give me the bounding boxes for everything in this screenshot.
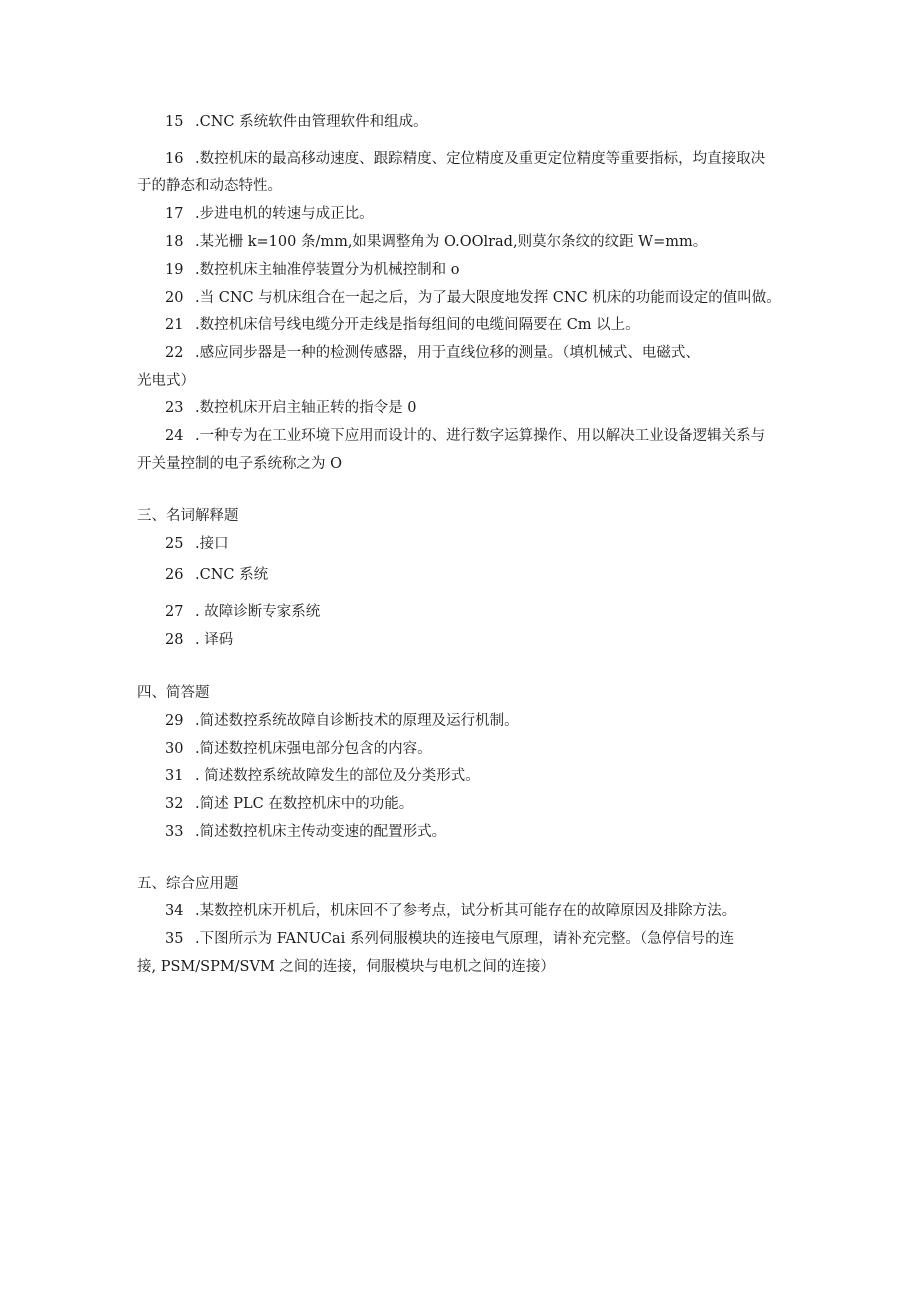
question-text: .数控机床的最高移动速度、跟踪精度、定位精度及重更定位精度等重要指标，均直接取决: [195, 151, 766, 167]
question-22: [165, 343, 700, 363]
section-title-short-answer: 四、简答题: [137, 685, 210, 701]
question-number: 34: [165, 903, 184, 919]
question-31: [165, 766, 480, 786]
question-24: [165, 426, 765, 446]
question-text: . 译码: [195, 632, 234, 648]
question-text: . 故障诊断专家系统: [195, 604, 321, 620]
question-text: .数控机床主轴准停装置分为机械控制和 o: [195, 262, 460, 278]
question-text: .简述 PLC 在数控机床中的功能。: [195, 796, 414, 812]
question-number: 18: [165, 234, 184, 250]
question-16-continuation: 于的静态和动态特性。: [137, 178, 282, 194]
question-number: 35: [165, 931, 184, 947]
question-16: [165, 149, 765, 169]
question-number: 33: [165, 824, 184, 840]
question-number: 19: [165, 262, 184, 278]
question-text: .某数控机床开机后，机床回不了参考点，试分析其可能存在的故障原因及排除方法。: [195, 903, 737, 919]
question-32: [165, 794, 413, 814]
question-21: [165, 315, 640, 335]
question-text: . 简述数控系统故障发生的部位及分类形式。: [195, 768, 480, 784]
question-28: [165, 630, 233, 650]
question-number: 16: [165, 151, 184, 167]
question-text: .数控机床开启主轴正转的指令是 0: [195, 400, 417, 416]
question-text: .当 CNC 与机床组合在一起之后，为了最大限度地发挥 CNC 机床的功能而设定的值叫做。: [195, 290, 781, 306]
question-number: 30: [165, 741, 184, 757]
question-29: [165, 711, 519, 731]
question-number: 29: [165, 713, 184, 729]
question-text: .一种专为在工业环境下应用而设计的、进行数字运算操作、用以解决工业设备逻辑关系与: [195, 428, 766, 444]
question-number: 32: [165, 796, 184, 812]
question-text: .简述数控机床强电部分包含的内容。: [195, 741, 432, 757]
question-text: .简述数控系统故障自诊断技术的原理及运行机制。: [195, 713, 519, 729]
question-19: [165, 260, 459, 280]
question-20: [165, 288, 781, 308]
question-number: 27: [165, 604, 184, 620]
question-number: 20: [165, 290, 184, 306]
question-text: .数控机床信号线电缆分开走线是指每组间的电缆间隔要在 Cm 以上。: [195, 317, 640, 333]
question-27: [165, 602, 320, 622]
question-35-continuation: 接, PSM/SPM/SVM 之间的连接，伺服模块与电机之间的连接）: [137, 959, 555, 975]
question-text: .感应同步器是一种的检测传感器，用于直线位移的测量。（填机械式、电磁式、: [195, 345, 700, 361]
question-text: .CNC 系统软件由管理软件和组成。: [195, 114, 428, 130]
question-35: [165, 929, 734, 949]
question-text: .接口: [195, 536, 229, 552]
question-number: 31: [165, 768, 184, 784]
question-number: 23: [165, 400, 184, 416]
question-text: .某光栅 k=100 条/mm,如果调整角为 O.OOlrad,则莫尔条纹的纹距 W=mm。: [195, 234, 708, 250]
question-15: [165, 112, 428, 132]
question-number: 22: [165, 345, 184, 361]
question-text: .CNC 系统: [195, 567, 269, 583]
question-24-continuation: 开关量控制的电子系统称之为 O: [137, 456, 342, 472]
question-text: .下图所示为 FANUCai 系列伺服模块的连接电气原理，请补充完整。（急停信号的连: [195, 931, 735, 947]
question-17: [165, 204, 374, 224]
question-25: [165, 534, 229, 554]
question-number: 15: [165, 114, 184, 130]
question-23: [165, 398, 416, 418]
question-33: [165, 822, 446, 842]
question-18: [165, 232, 707, 252]
question-number: 21: [165, 317, 184, 333]
question-text: .简述数控机床主传动变速的配置形式。: [195, 824, 447, 840]
question-number: 24: [165, 428, 184, 444]
question-22-continuation: 光电式）: [137, 373, 195, 389]
question-26: [165, 565, 268, 585]
question-text: .步进电机的转速与成正比。: [195, 206, 374, 222]
question-30: [165, 739, 432, 759]
section-title-comprehensive: 五、综合应用题: [137, 876, 239, 892]
question-34: [165, 901, 736, 921]
question-number: 17: [165, 206, 184, 222]
question-number: 26: [165, 567, 184, 583]
question-number: 25: [165, 536, 184, 552]
section-title-term-explanation: 三、名词解释题: [137, 508, 239, 524]
question-number: 28: [165, 632, 184, 648]
